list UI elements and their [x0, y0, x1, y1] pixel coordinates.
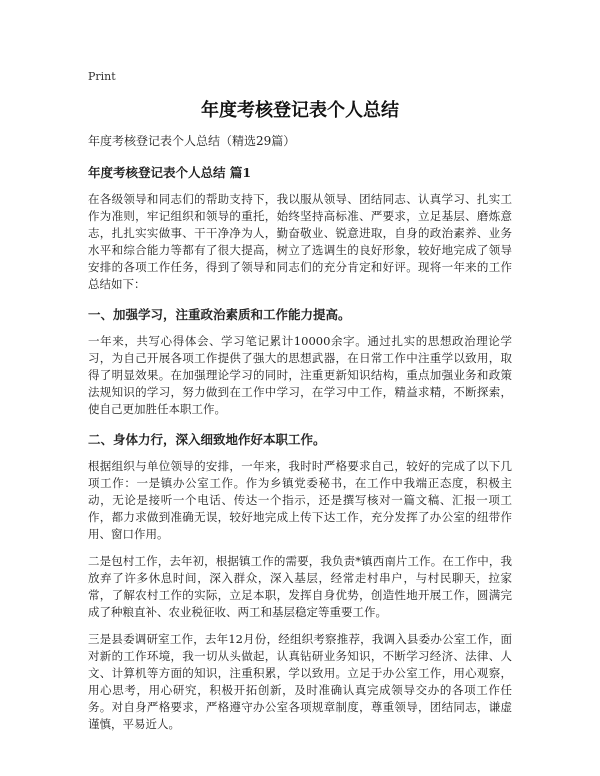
document-body: [88, 132, 512, 743]
section-heading-2: 二、身体力行，深入细致地作好本职工作。: [88, 432, 326, 447]
document-subtitle: 年度考核登记表个人总结（精选29篇）: [88, 134, 296, 148]
paragraph-work-1: 根据组织与单位领导的安排，一年来，我时时严格要求自己，较好的完成了以下几项工作：一是镇办公室工作。作为乡镇党委秘书，在工作中我端正态度，积极主动，无论是接听一个电话、传达一个指示，还是撰写核对一篇文稿、汇报一项工作，都力求做到准确无误，较好地完成上传下达工作，充分发挥了办公室的纽带作用、窗口作用。: [88, 459, 512, 541]
article-heading: 年度考核登记表个人总结 篇1: [88, 165, 252, 180]
paragraph-intro: 在各级领导和同志们的帮助支持下，我以服从领导、团结同志、认真学习、扎实工作为准则，牢记组织和领导的重托，始终坚持高标准、严要求，立足基层、磨炼意志，扎扎实实做事、干干净净为人，勤奋敬业、锐意进取，自身的政治素养、业务水平和综合能力等都有了很大提高，树立了选调生的良好形象，较好地完成了领导安排的各项工作任务，得到了领导和同志们的充分肯定和好评。现将一年来的工作总结如下：: [88, 192, 512, 291]
paragraph-study: 一年来，共写心得体会、学习笔记累计10000余字。通过扎实的思想政治理论学习，为自己开展各项工作提供了强大的思想武器，在日常工作中注重学以致用，取得了明显效果。在加强理论学习的同时，注重更新知识结构，重点加强业务和政策法规知识的学习，努力做到在工作中学习，在学习中工作，精益求精，不断探索，使自己更加胜任本职工作。: [88, 334, 512, 416]
section-heading-1: 一、加强学习，注重政治素质和工作能力提高。: [88, 307, 351, 322]
paragraph-work-3: 三是县委调研室工作，去年12月份，经组织考察推荐，我调入县委办公室工作，面对新的工作环境，我一切从头做起，认真钻研业务知识，不断学习经济、法律、人文、计算机等方面的知识，注重积累，学以致用。立足于办公室工作，用心观察，用心思考，用心研究，积极开拓创新，及时准确认真完成领导交办的各项工作任务。对自身严格要求，严格遵守办公室各项规章制度，尊重领导，团结同志，谦虚谨慎，平易近人。: [88, 632, 512, 731]
paragraph-work-2: 二是包村工作，去年初，根据镇工作的需要，我负责*镇西南片工作。在工作中，我放弃了许多休息时间，深入群众，深入基层，经常走村串户，与村民聊天，拉家常，了解农村工作的实际，立足本职，发挥自身优势，创造性地开展工作，圆满完成了种粮直补、农业税征收、两工和基层稳定等重要工作。: [88, 554, 512, 619]
print-label: Print: [88, 70, 116, 83]
document-title: 年度考核登记表个人总结: [201, 100, 399, 121]
